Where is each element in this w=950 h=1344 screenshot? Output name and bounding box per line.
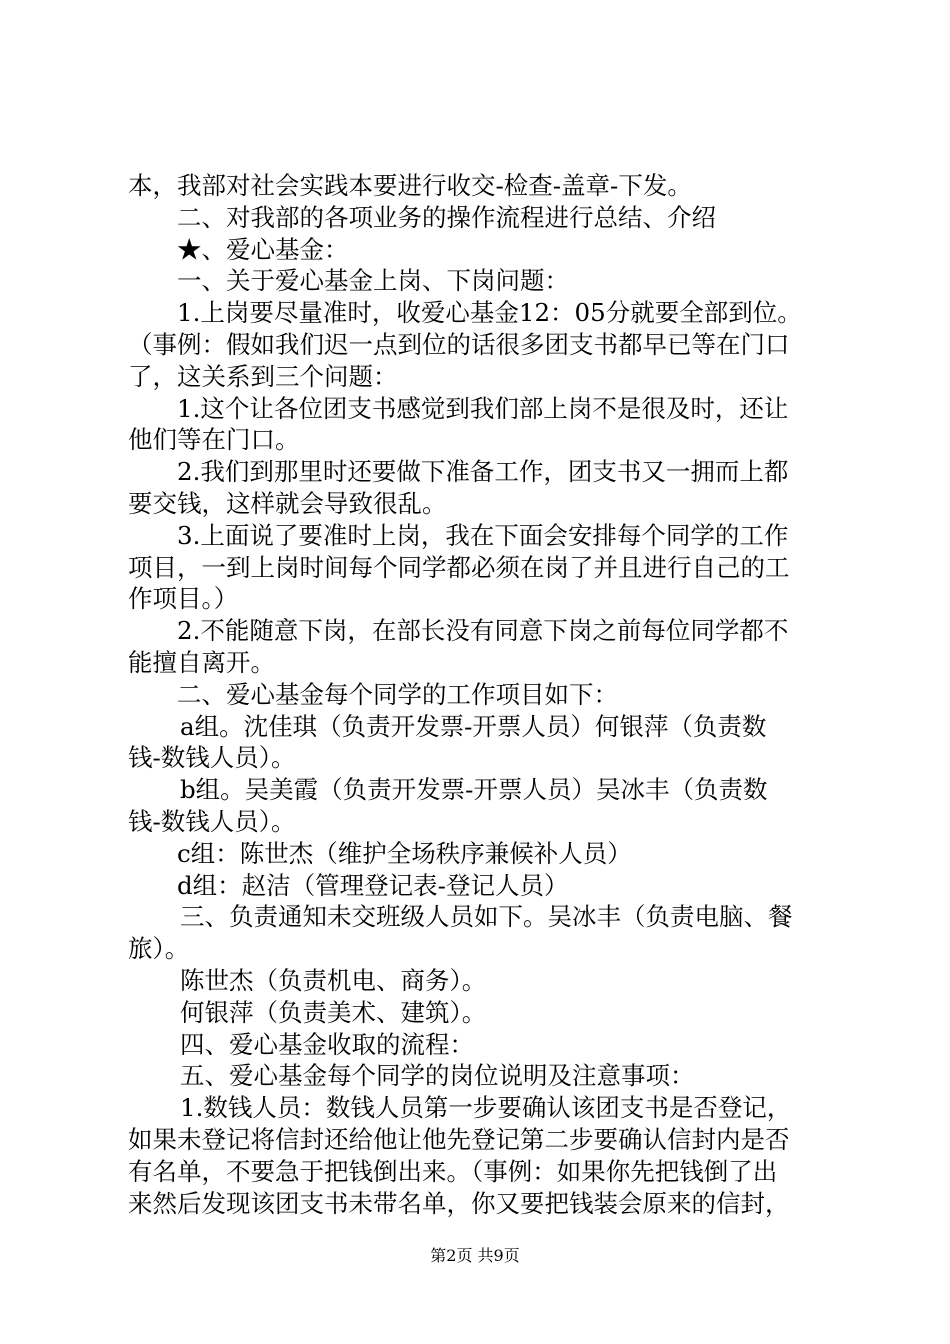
text-line: 钱-数钱人员）。 [128, 743, 296, 773]
text-line: 来然后发现该团支书未带名单，你又要把钱装会原来的信封， [128, 1188, 790, 1218]
text-line: 作项目。） [128, 584, 239, 614]
text-line: 2.我们到那里时还要做下准备工作，团支书又一拥而上都 [177, 457, 789, 487]
text-line: 本，我部对社会实践本要进行收交-检查-盖章-下发。 [128, 171, 692, 200]
list-item: a组。沈佳琪（负责开发票-开票人员）何银萍（负责数 [180, 711, 767, 741]
text-line: 钱-数钱人员）。 [128, 806, 296, 836]
section-heading: 五、爱心基金每个同学的岗位说明及注意事项： [180, 1061, 695, 1091]
section-heading: ★、爱心基金： [177, 234, 349, 264]
text-line: 1.上岗要尽量准时，收爱心基金12：05分就要全部到位。 [177, 298, 802, 328]
text-line: 旅）。 [128, 934, 190, 964]
text-line: 1.这个让各位团支书感觉到我们部上岗不是很及时，还让 [177, 393, 789, 423]
list-item: b组。吴美霞（负责开发票-开票人员）吴冰丰（负责数 [180, 775, 768, 805]
section-heading: 一、关于爱心基金上岗、下岗问题： [177, 266, 569, 296]
section-heading: 三、负责通知未交班级人员如下。吴冰丰（负责电脑、餐 [180, 902, 793, 932]
text-line: 有名单，不要急于把钱倒出来。（事例：如果你先把钱倒了出 [128, 1156, 778, 1186]
text-line: 要交钱，这样就会导致很乱。 [128, 488, 447, 518]
text-line: 能擅自离开。 [128, 647, 275, 677]
section-heading: 二、对我部的各项业务的操作流程进行总结、介绍 [177, 202, 716, 232]
text-line: 了，这关系到三个问题： [128, 361, 398, 391]
list-item: d组：赵洁（管理登记表-登记人员） [177, 870, 569, 900]
text-line: 如果未登记将信封还给他让他先登记第二步要确认信封内是否 [128, 1124, 790, 1154]
document-body [128, 170, 832, 1219]
text-line: 3.上面说了要准时上岗，我在下面会安排每个同学的工作 [177, 520, 789, 550]
section-heading: 二、爱心基金每个同学的工作项目如下： [177, 679, 618, 709]
text-line: 1.数钱人员：数钱人员第一步要确认该团支书是否登记， [180, 1093, 792, 1123]
text-line: 项目，一到上岗时间每个同学都必须在岗了并且进行自己的工 [128, 552, 790, 582]
list-item: 何银萍（负责美术、建筑）。 [180, 997, 487, 1027]
page-number-footer: 第2页 共9页 [430, 1246, 520, 1265]
list-item: 陈世杰（负责机电、商务）。 [180, 965, 487, 995]
text-line: 2.不能随意下岗，在部长没有同意下岗之前每位同学都不 [177, 616, 789, 646]
text-line: 他们等在门口。 [128, 425, 300, 455]
section-heading: 四、爱心基金收取的流程： [180, 1029, 474, 1059]
text-line: （事例：假如我们迟一点到位的话很多团支书都早已等在门口 [128, 329, 790, 359]
list-item: c组：陈世杰（维护全场秩序兼候补人员） [177, 838, 632, 868]
